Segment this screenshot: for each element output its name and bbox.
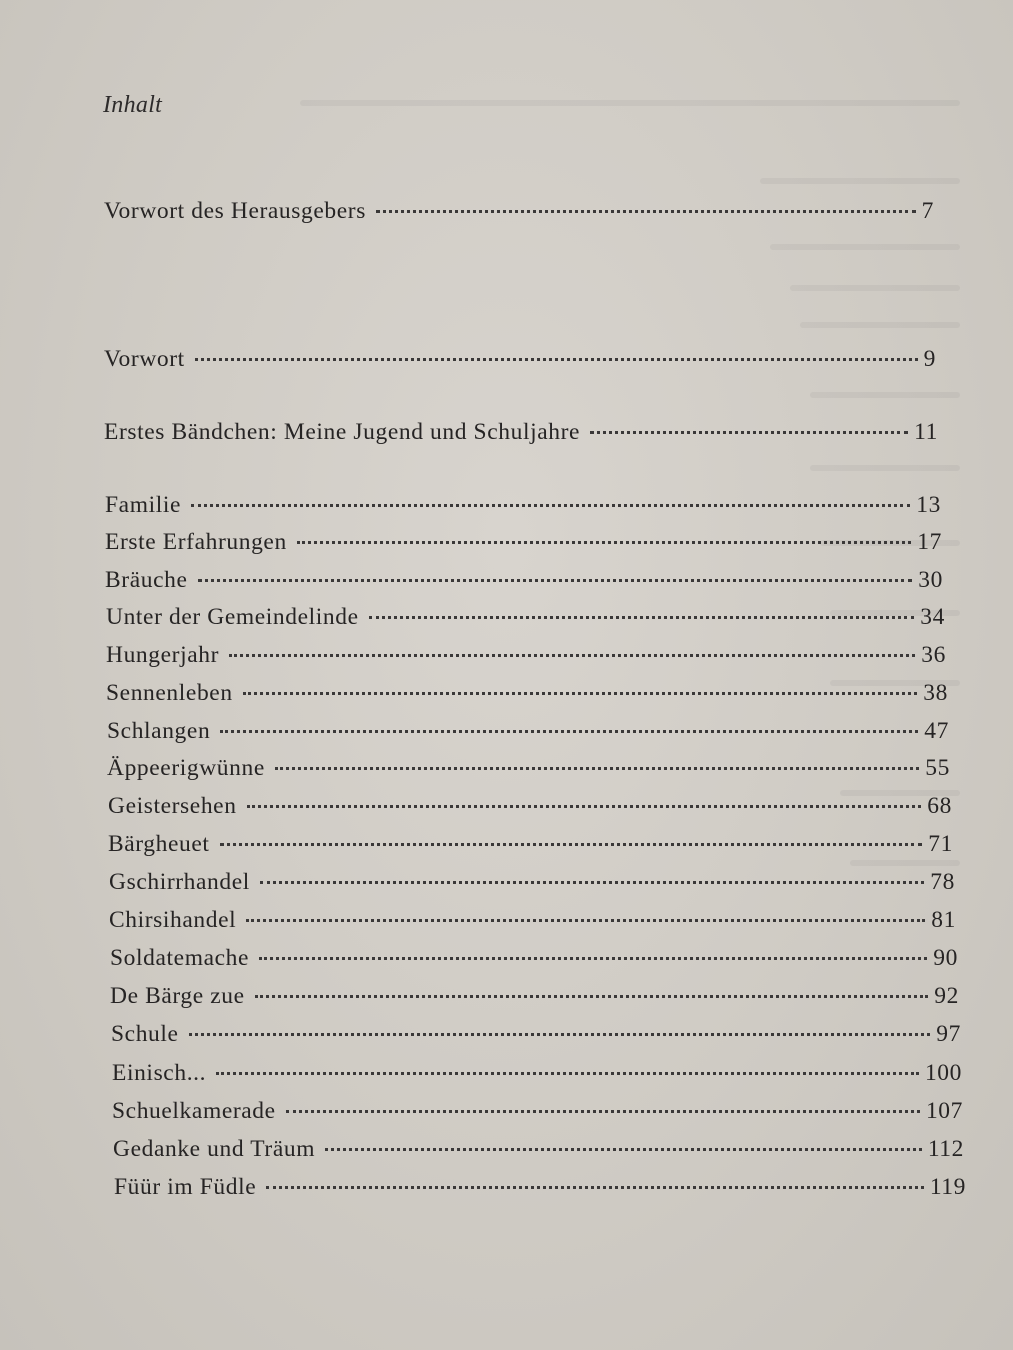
toc-entry[interactable] [106, 680, 948, 707]
toc-entry-page: 17 [917, 529, 942, 555]
dot-leader [198, 579, 913, 582]
toc-entry[interactable] [111, 1021, 961, 1048]
dot-leader [266, 1186, 924, 1189]
toc-entry[interactable] [110, 945, 958, 972]
dot-leader [259, 957, 927, 960]
toc-entry-title: Bärgheuet [108, 831, 210, 857]
toc-entry-page: 90 [933, 945, 958, 971]
toc-entry[interactable] [104, 198, 934, 225]
dot-leader [247, 805, 922, 808]
dot-leader [369, 616, 915, 619]
dot-leader [189, 1033, 931, 1036]
toc-heading: Inhalt [103, 92, 163, 118]
toc-entry-title: De Bärge zue [110, 983, 245, 1009]
toc-entry-title: Erste Erfahrungen [105, 529, 287, 555]
toc-entry-page: 9 [923, 346, 936, 372]
dot-leader [216, 1072, 919, 1075]
toc-entry-page: 100 [924, 1060, 962, 1086]
toc-entry-title: Hungerjahr [106, 642, 220, 668]
toc-entry-page: 119 [929, 1174, 966, 1200]
toc-entry-title: Füür im Füdle [114, 1174, 257, 1200]
dot-leader [286, 1110, 920, 1113]
toc-entry-page: 92 [934, 983, 959, 1009]
toc-entry-title: Schule [111, 1021, 179, 1047]
toc-entry-page: 78 [930, 869, 955, 895]
toc-entry-title: Erstes Bändchen: Meine Jugend und Schuljahre [104, 419, 581, 445]
toc-entry-page: 13 [916, 492, 941, 518]
toc-entry-page: 107 [925, 1098, 963, 1124]
dot-leader [260, 881, 924, 884]
dot-leader [246, 919, 925, 922]
dot-leader [297, 541, 911, 544]
dot-leader [191, 504, 910, 507]
toc-entry-page: 112 [927, 1136, 964, 1162]
toc-entry-title: Vorwort des Herausgebers [104, 198, 366, 224]
toc-entry-title: Vorwort [104, 346, 185, 372]
toc-entry-title: Bräuche [105, 567, 188, 593]
toc-entry-page: 36 [921, 642, 946, 668]
toc-entry[interactable] [112, 1060, 962, 1087]
toc-entry-page: 47 [924, 718, 949, 744]
toc-entry[interactable] [114, 1174, 966, 1201]
toc-entry-page: 55 [925, 755, 950, 781]
toc-entry-page: 68 [927, 793, 952, 819]
toc-entry-title: Gschirrhandel [109, 869, 250, 895]
dot-leader [590, 431, 908, 434]
toc-entry-title: Unter der Gemeindelinde [106, 604, 359, 630]
toc-entry-title: Äppeerigwünne [107, 755, 265, 781]
toc-entry[interactable] [113, 1136, 964, 1163]
toc-entry-title: Schuelkamerade [112, 1098, 276, 1124]
toc-entry[interactable] [109, 907, 956, 934]
toc-entry-title: Schlangen [107, 718, 211, 744]
dot-leader [376, 210, 916, 213]
toc-entry-page: 11 [914, 419, 938, 445]
toc-entry-title: Einisch... [112, 1060, 207, 1086]
toc-entry-title: Gedanke und Träum [113, 1136, 316, 1162]
toc-entry[interactable] [106, 604, 945, 631]
toc-entry-title: Geistersehen [108, 793, 237, 819]
toc-entry[interactable] [108, 831, 953, 858]
toc-entry-page: 7 [921, 198, 934, 224]
toc-entry[interactable] [105, 567, 943, 594]
toc-entry-title: Familie [105, 492, 181, 518]
dot-leader [220, 843, 923, 846]
toc-entry[interactable] [104, 419, 938, 446]
toc-entry[interactable] [109, 869, 955, 896]
dot-leader [275, 767, 919, 770]
dot-leader [220, 730, 918, 733]
toc-entry[interactable] [112, 1098, 963, 1125]
toc-entry[interactable] [108, 793, 952, 820]
toc-entry[interactable] [107, 755, 950, 782]
toc-entry[interactable] [110, 983, 959, 1010]
toc-entry-page: 30 [918, 567, 943, 593]
toc-entry[interactable] [106, 642, 946, 669]
toc-entry-title: Chirsihandel [109, 907, 237, 933]
dot-leader [243, 692, 918, 695]
toc-entry[interactable] [104, 346, 936, 373]
toc-entry[interactable] [107, 718, 949, 745]
toc-entry-title: Sennenleben [106, 680, 233, 706]
toc-entry-page: 71 [928, 831, 953, 857]
dot-leader [325, 1148, 922, 1151]
toc-entry-page: 34 [920, 604, 945, 630]
toc-entry-page: 97 [936, 1021, 961, 1047]
dot-leader [229, 654, 915, 657]
toc-entry-page: 81 [931, 907, 956, 933]
toc-entry-title: Soldatemache [110, 945, 250, 971]
toc-entry-page: 38 [923, 680, 948, 706]
toc-entry[interactable] [105, 529, 942, 556]
toc-entry[interactable] [105, 492, 941, 519]
dot-leader [255, 995, 929, 998]
dot-leader [195, 358, 918, 361]
